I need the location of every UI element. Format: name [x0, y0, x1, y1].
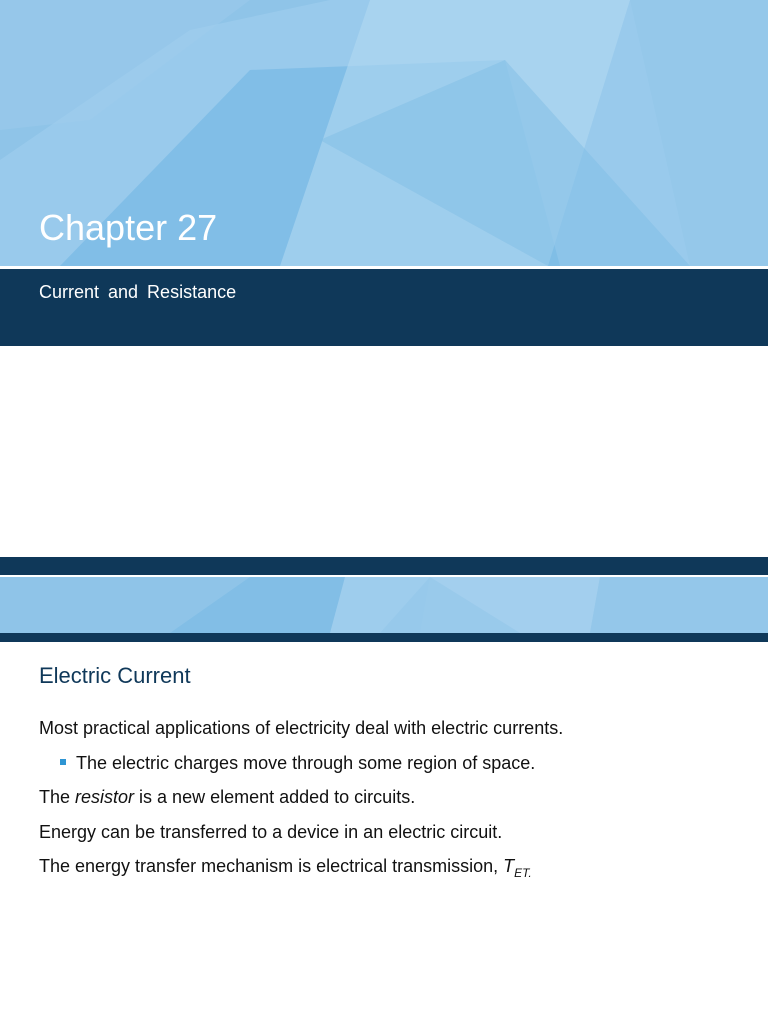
subtitle-bar [0, 269, 768, 346]
emphasized-term: resistor [75, 787, 135, 807]
symbol-text: T [503, 856, 515, 876]
slide-heading: Electric Current [39, 663, 191, 688]
banner-geometric-shapes [0, 577, 768, 633]
header-banner-background [0, 577, 768, 633]
body-line [39, 853, 739, 888]
body-line: Energy can be transferred to a device in an electric circuit. [39, 821, 503, 842]
square-bullet-icon [60, 759, 66, 765]
slide-subtitle: Current and Resistance [39, 282, 237, 302]
slide-title: Chapter 27 [39, 207, 218, 248]
bullet-text: The electric charges move through some region of space. [76, 752, 536, 773]
bullet-item [39, 750, 739, 785]
header-bottom-bar [0, 633, 768, 642]
body-text: The [39, 787, 76, 807]
symbol-subscript: ET. [514, 866, 532, 880]
body-text: is a new element added to circuits. [134, 787, 416, 807]
body-text: The energy transfer mechanism is electrical transmission, [39, 856, 504, 876]
body-line [39, 784, 739, 819]
header-top-bar [0, 557, 768, 575]
slide-body [39, 715, 739, 888]
body-line: Most practical applications of electricity deal with electric currents. [39, 718, 564, 738]
